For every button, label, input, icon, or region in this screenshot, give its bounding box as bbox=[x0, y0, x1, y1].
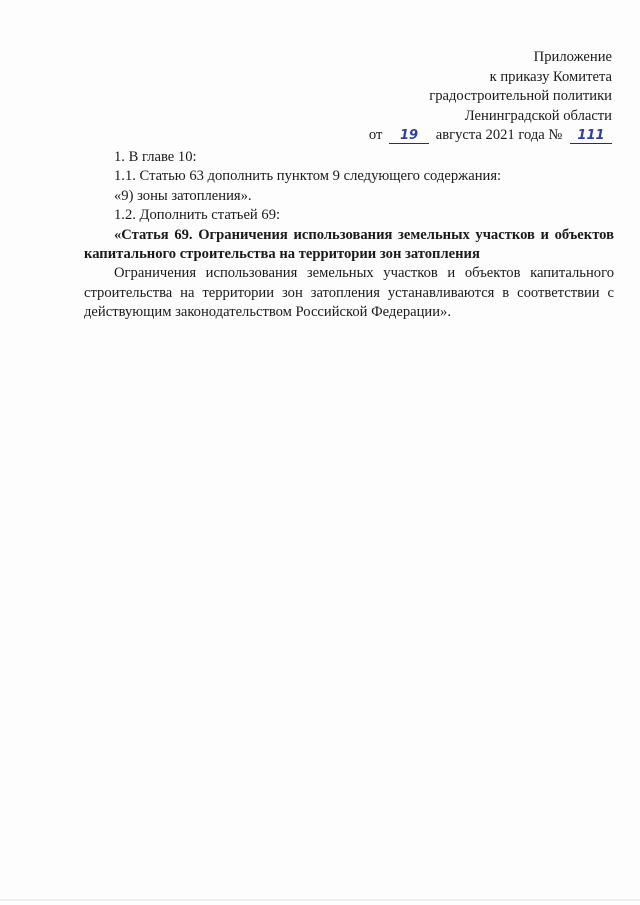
region-name: Ленинградской области bbox=[464, 107, 612, 124]
article-69-text: Ограничения использования земельных участков и объектов капитального строительства на территории зон затопления устанавливаются в соответствии с действующим законодательством Российской Федерации». bbox=[84, 265, 614, 321]
order-date-line bbox=[369, 126, 612, 146]
document-body bbox=[84, 148, 614, 323]
paragraph-chapter: 1. В главе 10: bbox=[114, 149, 197, 165]
scan-edge-divider bbox=[0, 899, 640, 901]
paragraph-add-article-69: 1.2. Дополнить статьей 69: bbox=[114, 207, 281, 224]
handwritten-day: 19 bbox=[389, 128, 429, 144]
appendix-title: Приложение bbox=[533, 49, 612, 65]
paragraph-article-63: 1.1. Статью 63 дополнить пунктом 9 следующего содержания: bbox=[114, 168, 502, 185]
handwritten-order-number: 111 bbox=[570, 128, 612, 144]
appendix-header bbox=[369, 48, 612, 146]
date-month-year: августа 2021 года № bbox=[435, 127, 563, 143]
committee-name: градостроительной политики bbox=[429, 88, 612, 104]
article-69-title: «Статья 69. Ограничения использования земельных участков и объектов капитального строительства на территории зон затопления bbox=[84, 226, 614, 263]
date-prefix: от bbox=[368, 127, 383, 143]
paragraph-flood-zones: «9) зоны затопления». bbox=[114, 187, 252, 204]
order-reference: к приказу Комитета bbox=[489, 68, 612, 85]
